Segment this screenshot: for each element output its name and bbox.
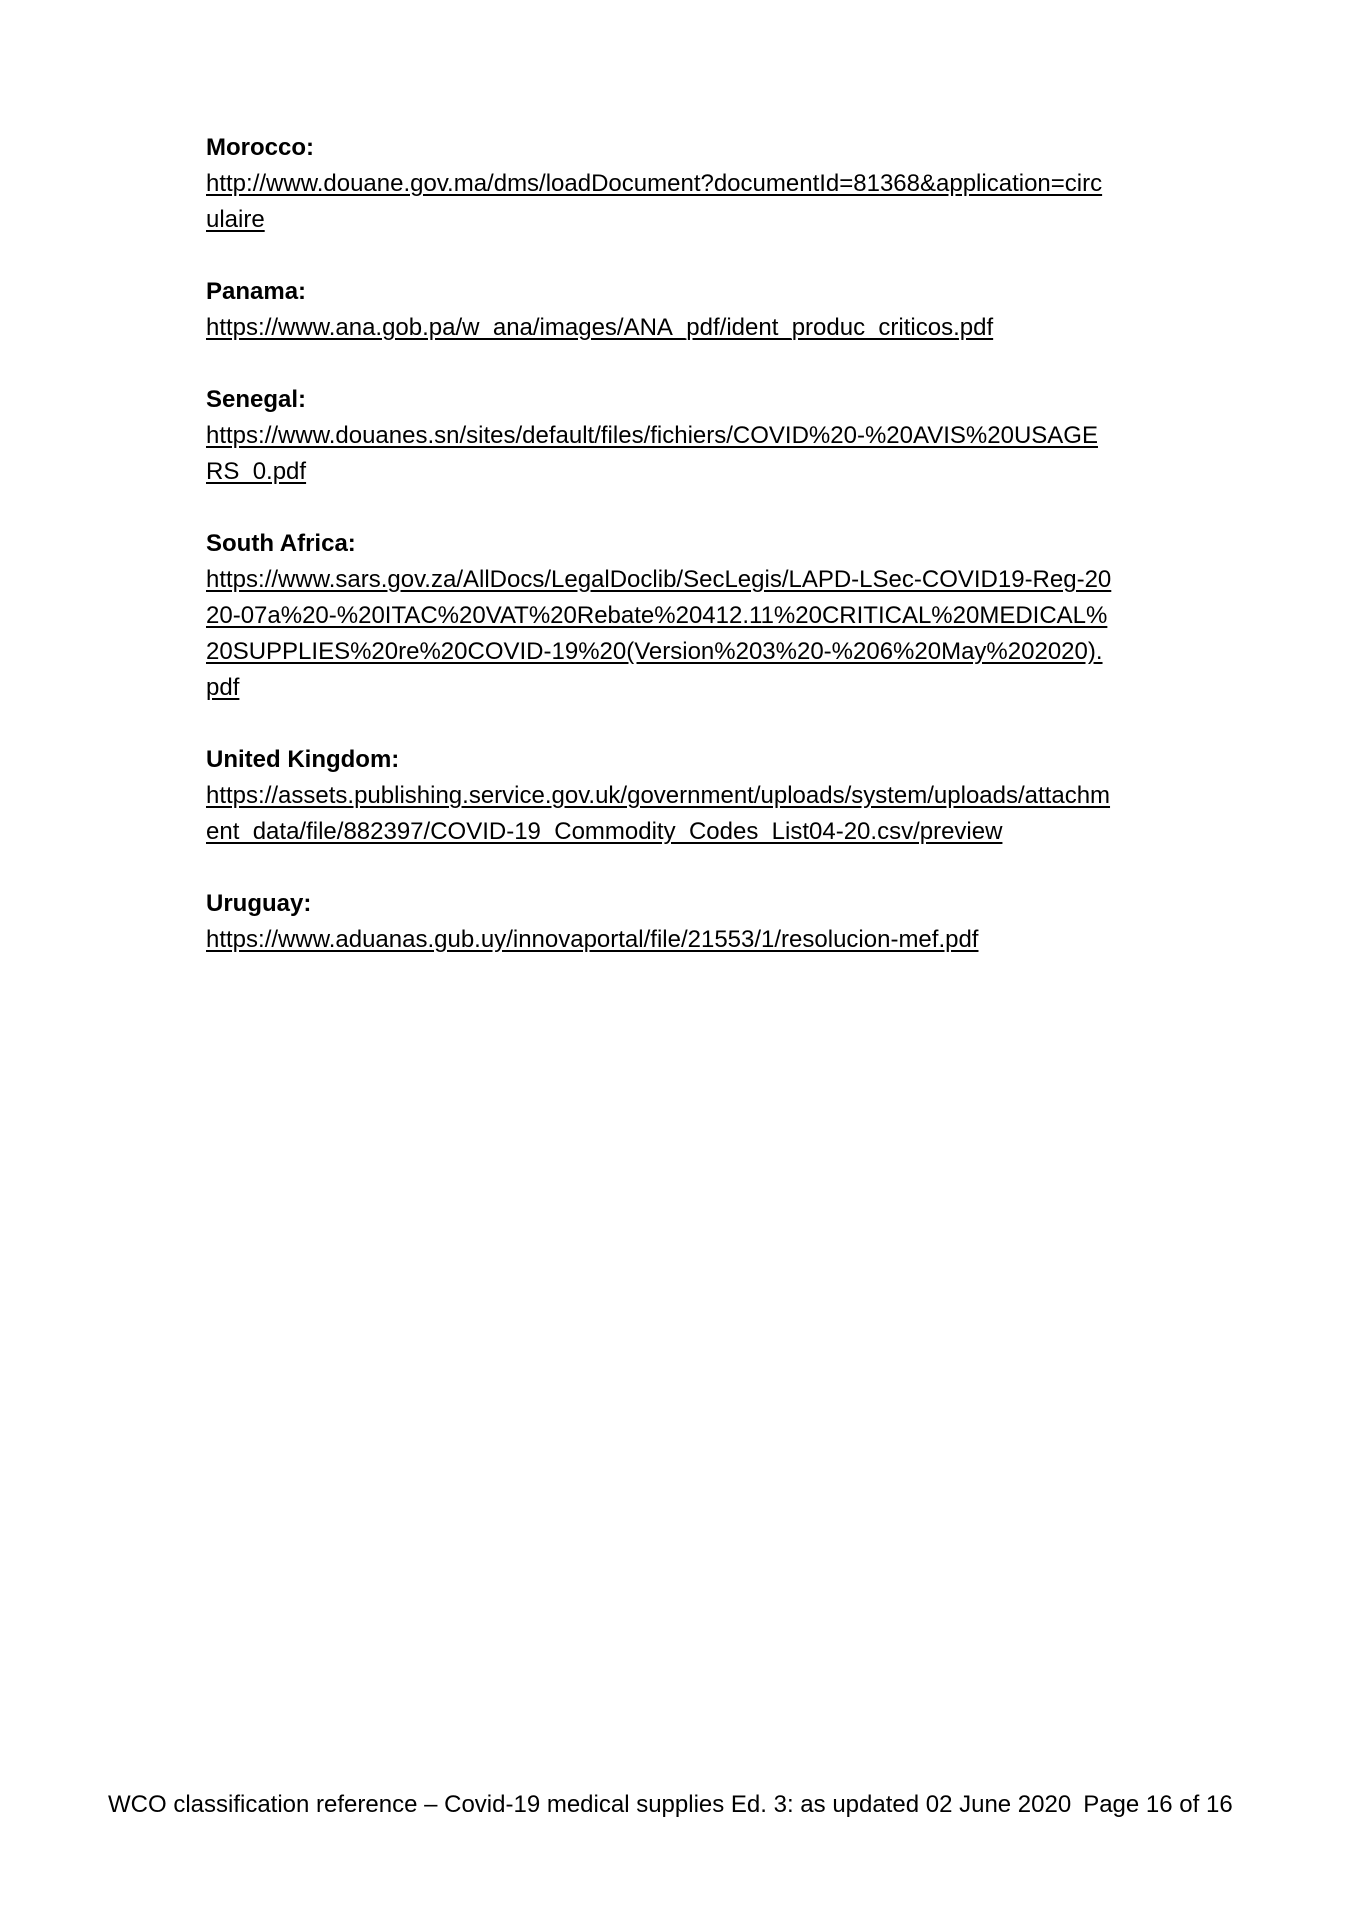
country-heading: United Kingdom: xyxy=(206,746,400,773)
link[interactable]: 20SUPPLIES%20re%20COVID-19%20(Version%203%20-%206%20May%202020). xyxy=(206,638,1103,665)
link-line[interactable] xyxy=(206,814,1166,850)
country-heading: Senegal: xyxy=(206,386,307,413)
entry-united-kingdom xyxy=(206,742,1166,850)
link-line[interactable] xyxy=(206,778,1166,814)
country-heading: Morocco: xyxy=(206,134,314,161)
page-footer xyxy=(108,1787,1288,1823)
link[interactable]: https://www.douanes.sn/sites/default/files/fichiers/COVID%20-%20AVIS%20USAGE xyxy=(206,422,1098,449)
link[interactable]: 20-07a%20-%20ITAC%20VAT%20Rebate%20412.11%20CRITICAL%20MEDICAL% xyxy=(206,602,1108,629)
link[interactable]: https://www.ana.gob.pa/w_ana/images/ANA_pdf/ident_produc_criticos.pdf xyxy=(206,314,994,341)
link-line[interactable] xyxy=(206,922,1166,958)
link[interactable]: http://www.douane.gov.ma/dms/loadDocument?documentId=81368&application=circ xyxy=(206,170,1103,197)
document-body xyxy=(206,130,1166,994)
link-line[interactable] xyxy=(206,598,1166,634)
link-line[interactable] xyxy=(206,454,1166,490)
link-line[interactable] xyxy=(206,166,1166,202)
link-line[interactable] xyxy=(206,418,1166,454)
link[interactable]: ulaire xyxy=(206,206,265,233)
entry-uruguay xyxy=(206,886,1166,958)
entry-morocco xyxy=(206,130,1166,238)
link-line[interactable] xyxy=(206,634,1166,670)
footer-text: WCO classification reference – Covid-19 medical supplies Ed. 3: as updated 02 June 2020 xyxy=(108,1791,1072,1818)
link[interactable]: RS_0.pdf xyxy=(206,458,307,485)
link-line[interactable] xyxy=(206,202,1166,238)
link[interactable]: https://assets.publishing.service.gov.uk/government/uploads/system/uploads/attachm xyxy=(206,782,1111,809)
entry-senegal xyxy=(206,382,1166,490)
link[interactable]: ent_data/file/882397/COVID-19_Commodity_Codes_List04-20.csv/preview xyxy=(206,818,1003,845)
country-heading: South Africa: xyxy=(206,530,356,557)
country-heading: Uruguay: xyxy=(206,890,312,917)
entry-south-africa xyxy=(206,526,1166,706)
link-line[interactable] xyxy=(206,310,1166,346)
entry-panama xyxy=(206,274,1166,346)
page-number: Page 16 of 16 xyxy=(1083,1791,1233,1818)
link[interactable]: https://www.sars.gov.za/AllDocs/LegalDoclib/SecLegis/LAPD-LSec-COVID19-Reg-20 xyxy=(206,566,1112,593)
link-line[interactable] xyxy=(206,670,1166,706)
link-line[interactable] xyxy=(206,562,1166,598)
link[interactable]: https://www.aduanas.gub.uy/innovaportal/file/21553/1/resolucion-mef.pdf xyxy=(206,926,979,953)
country-heading: Panama: xyxy=(206,278,307,305)
link[interactable]: pdf xyxy=(206,674,240,701)
